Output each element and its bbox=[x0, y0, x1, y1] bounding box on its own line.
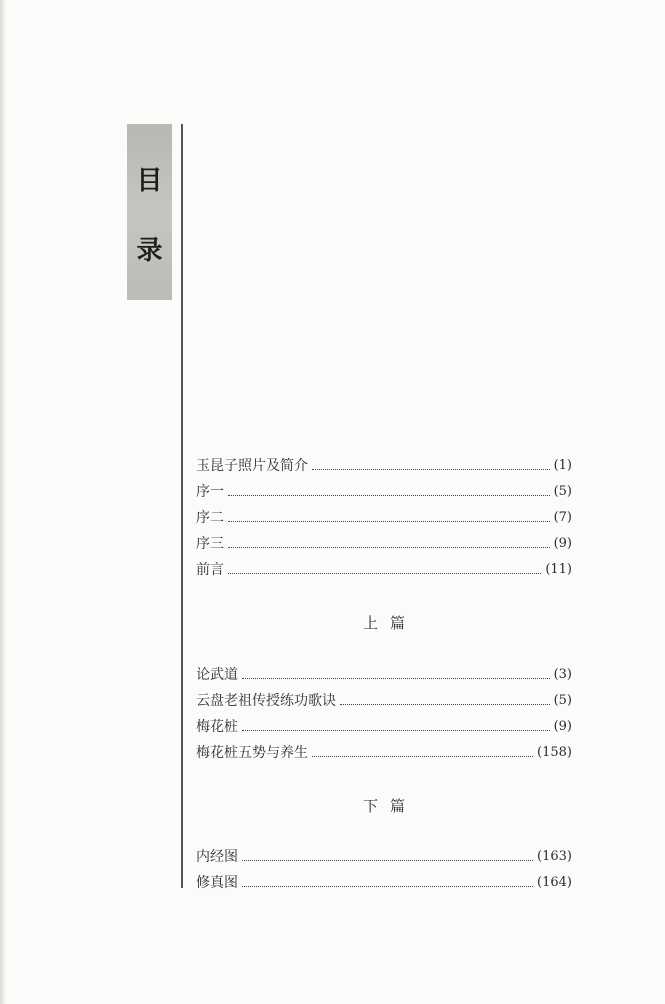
toc-entry-page: (7) bbox=[553, 510, 572, 525]
toc-entry-page: (11) bbox=[545, 562, 572, 577]
leader-dots bbox=[228, 573, 541, 574]
leader-dots bbox=[228, 521, 550, 522]
leader-dots bbox=[242, 678, 550, 679]
toc-entry[interactable] bbox=[196, 664, 572, 686]
toc-entry-label: 序一 bbox=[196, 484, 224, 500]
toc-entry[interactable] bbox=[196, 507, 572, 529]
leader-dots bbox=[228, 547, 550, 548]
toc-title-char-2: 录 bbox=[136, 236, 163, 266]
toc-entry[interactable] bbox=[196, 742, 572, 764]
toc-entry[interactable] bbox=[196, 872, 572, 894]
leader-dots bbox=[228, 495, 550, 496]
toc-entry-label: 序三 bbox=[196, 536, 224, 552]
toc-entry-page: (3) bbox=[553, 667, 572, 682]
toc-entry[interactable] bbox=[196, 533, 572, 555]
page-edge-shadow bbox=[0, 0, 6, 1004]
toc-entry-page: (9) bbox=[553, 536, 572, 551]
toc-entry-label: 云盘老祖传授练功歌诀 bbox=[196, 693, 336, 709]
toc-entry-label: 玉昆子照片及简介 bbox=[196, 458, 308, 474]
toc-entry[interactable] bbox=[196, 481, 572, 503]
toc-entry[interactable] bbox=[196, 559, 572, 581]
leader-dots bbox=[242, 886, 533, 887]
toc-entry-label: 修真图 bbox=[196, 875, 238, 891]
section-title-part1: 上篇 bbox=[362, 614, 417, 632]
toc-entry-label: 论武道 bbox=[196, 667, 238, 683]
toc-entry-label: 内经图 bbox=[196, 849, 238, 865]
toc-title-char-1: 目 bbox=[136, 166, 163, 196]
leader-dots bbox=[312, 756, 533, 757]
section-title-part2: 下篇 bbox=[362, 797, 417, 815]
leader-dots bbox=[242, 730, 550, 731]
vertical-divider bbox=[181, 124, 183, 888]
toc-entry[interactable] bbox=[196, 846, 572, 868]
toc-entry-label: 前言 bbox=[196, 562, 224, 578]
toc-entry-page: (9) bbox=[553, 719, 572, 734]
toc-entry-page: (164) bbox=[537, 875, 572, 890]
toc-title-box bbox=[127, 124, 172, 300]
toc-entry-label: 梅花桩五势与养生 bbox=[196, 745, 308, 761]
toc-entry-page: (163) bbox=[537, 849, 572, 864]
leader-dots bbox=[242, 860, 533, 861]
toc-entry-page: (158) bbox=[537, 745, 572, 760]
leader-dots bbox=[340, 704, 550, 705]
toc-entry[interactable] bbox=[196, 716, 572, 738]
toc-entry-page: (1) bbox=[553, 458, 572, 473]
leader-dots bbox=[312, 469, 550, 470]
toc-entry-page: (5) bbox=[553, 484, 572, 499]
toc-entry[interactable] bbox=[196, 455, 572, 477]
toc-entry-label: 序二 bbox=[196, 510, 224, 526]
toc-entry-label: 梅花桩 bbox=[196, 719, 238, 735]
toc-entry-page: (5) bbox=[553, 693, 572, 708]
toc-entry[interactable] bbox=[196, 690, 572, 712]
